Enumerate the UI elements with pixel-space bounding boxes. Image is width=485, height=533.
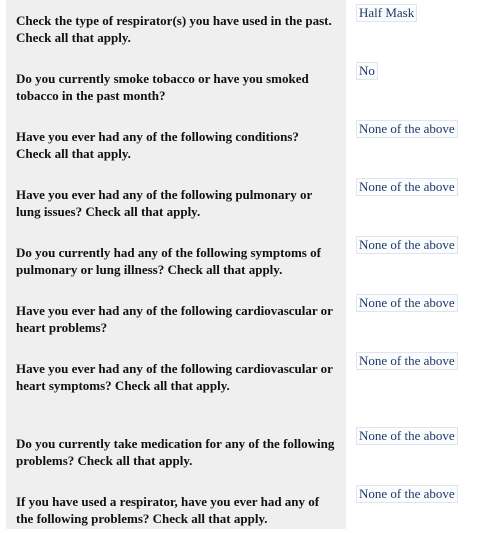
answer-value: None of the above <box>356 120 458 138</box>
answer-cell <box>346 0 476 58</box>
answer-cell <box>346 423 476 481</box>
question-label: If you have used a respirator, have you ever had any of the following problems? Check all that apply. <box>6 481 346 529</box>
question-row-respirator-problems <box>6 481 476 529</box>
question-row-pulmonary-symptoms <box>6 232 476 290</box>
answer-value: None of the above <box>356 485 458 503</box>
answer-value: Half Mask <box>356 4 417 22</box>
question-row-cardiovascular-problems <box>6 290 476 348</box>
answer-cell <box>346 348 476 423</box>
question-row-conditions <box>6 116 476 174</box>
answer-value: None of the above <box>356 294 458 312</box>
answer-cell <box>346 232 476 290</box>
answer-value: None of the above <box>356 352 458 370</box>
question-label: Have you ever had any of the following cardiovascular or heart problems? <box>6 290 346 348</box>
question-label: Have you ever had any of the following pulmonary or lung issues? Check all that apply. <box>6 174 346 232</box>
answer-cell <box>346 290 476 348</box>
answer-cell <box>346 481 476 529</box>
question-row-pulmonary-issues <box>6 174 476 232</box>
question-label: Have you ever had any of the following cardiovascular or heart symptoms? Check all that apply. <box>6 348 346 423</box>
question-label: Do you currently had any of the following symptoms of pulmonary or lung illness? Check all that apply. <box>6 232 346 290</box>
answer-cell <box>346 116 476 174</box>
answer-value: None of the above <box>356 427 458 445</box>
questionnaire-table <box>6 0 476 529</box>
answer-cell <box>346 174 476 232</box>
question-row-medication <box>6 423 476 481</box>
question-label: Have you ever had any of the following conditions? Check all that apply. <box>6 116 346 174</box>
question-row-cardiovascular-symptoms <box>6 348 476 423</box>
answer-value: No <box>356 62 378 80</box>
question-label: Do you currently take medication for any of the following problems? Check all that apply. <box>6 423 346 481</box>
question-row-respirator-type <box>6 0 476 58</box>
answer-value: None of the above <box>356 178 458 196</box>
answer-value: None of the above <box>356 236 458 254</box>
question-label: Do you currently smoke tobacco or have you smoked tobacco in the past month? <box>6 58 346 116</box>
answer-cell <box>346 58 476 116</box>
question-label: Check the type of respirator(s) you have used in the past. Check all that apply. <box>6 0 346 58</box>
question-row-smoking <box>6 58 476 116</box>
